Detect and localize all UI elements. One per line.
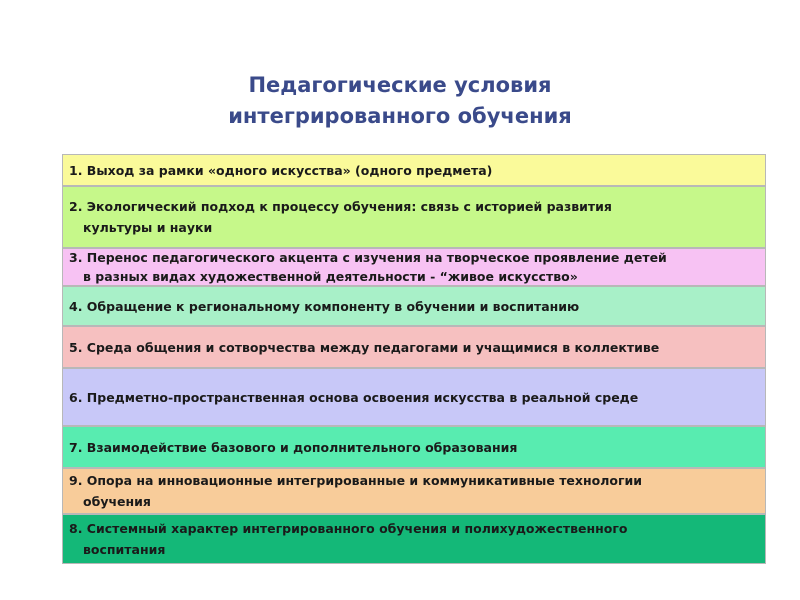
condition-text-line-1: 3. Перенос педагогического акцента с изучения на творческое проявление детей xyxy=(69,250,667,265)
condition-text-line-1: 1. Выход за рамки «одного искусства» (одного предмета) xyxy=(69,162,493,178)
page-title xyxy=(0,70,800,132)
condition-row-3 xyxy=(62,248,766,286)
condition-text-line-2: обучения xyxy=(83,494,151,509)
condition-text xyxy=(69,248,667,286)
condition-text xyxy=(69,470,642,512)
condition-text-line-2: в разных видах художественной деятельности - “живое искусство» xyxy=(83,269,578,284)
condition-row-2 xyxy=(62,186,766,248)
condition-row-9 xyxy=(62,514,766,564)
condition-text-line-2: воспитания xyxy=(83,542,166,557)
condition-row-7 xyxy=(62,426,766,468)
condition-text xyxy=(69,299,579,314)
condition-text-line-1: 8. Системный характер интегрированного обучения и полихудожественного xyxy=(69,521,628,536)
condition-row-6 xyxy=(62,368,766,426)
page-title-line-1: Педагогические условия xyxy=(248,73,552,97)
condition-row-4 xyxy=(62,286,766,326)
condition-row-1 xyxy=(62,154,766,186)
condition-text xyxy=(69,340,659,355)
condition-text xyxy=(69,196,612,238)
condition-text-line-1: 9. Опора на инновационные интегрированные и коммуникативные технологии xyxy=(69,473,642,488)
condition-text-line-1: 2. Экологический подход к процессу обучения: связь с историей развития xyxy=(69,199,612,214)
condition-text xyxy=(69,440,517,455)
condition-text xyxy=(69,518,627,560)
condition-text-line-1: 7. Взаимодействие базового и дополнительного образования xyxy=(69,439,518,455)
condition-text-line-1: 5. Среда общения и сотворчества между педагогами и учащимися в коллективе xyxy=(69,339,660,355)
page-title-line-2: интегрированного обучения xyxy=(228,104,572,128)
condition-text xyxy=(69,163,492,178)
condition-row-8 xyxy=(62,468,766,514)
condition-text-line-1: 6. Предметно-пространственная основа освоения искусства в реальной среде xyxy=(69,389,639,405)
condition-text-line-2: культуры и науки xyxy=(83,220,213,235)
condition-text xyxy=(69,390,638,405)
condition-row-5 xyxy=(62,326,766,368)
condition-text-line-1: 4. Обращение к региональному компоненту в обучении и воспитанию xyxy=(69,298,580,314)
